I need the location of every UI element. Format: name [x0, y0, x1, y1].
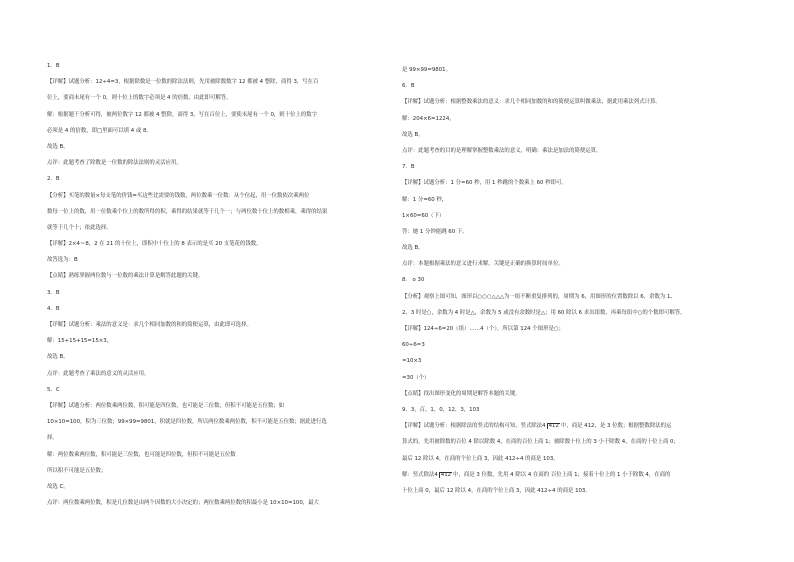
right-line-11: 故选 B。	[402, 245, 424, 252]
left-line-23: 择。	[47, 435, 58, 442]
right-line-14: 【分析】观察上图可知，图形以○○○△△△为一组不断重复排列的，周期为 6，用图形的位置数除以 6，余数为 1、	[402, 293, 676, 300]
right-line-26: 十位上商 0，最后 12 除以 4，在商的个位上商 3，因此 412÷4 的商是 103。	[402, 487, 591, 494]
left-line-25: 所以积不可能是五位数；	[47, 467, 107, 474]
left-line-9: 数每一位上的数，用一位数乘个位上的数所得的积，乘得的结果就等于几个一；与两位数十位上的数相乘，乘得的结果	[47, 208, 328, 215]
right-line-13: 8． o 30	[402, 277, 425, 284]
left-line-15: 4．B	[47, 305, 60, 312]
right-line-7: 【详解】试题分析：1 分=60 秒，用 1 秒跳的个数乘上 60 秒即可。	[402, 180, 567, 187]
right-line-23: 算式的，先用被除数的百位 4 除以除数 4，在商的百位上商 1；被除数十位上的 3 小于除数 4，在商的十位上商 0；	[402, 439, 679, 446]
left-line-2: 位上，要商末尾有一个 0，则十位上的数字必须是 4 的倍数，由此即可解答。	[47, 95, 232, 102]
left-line-3: 解：根据题干分析可得，被两位数字 12 都被 4 整除，商得 3，写在百位上，要使末尾有一个 0，则十位上的数字	[47, 111, 318, 118]
left-line-11: 【详解】2×4＝8，2 在 21 的十位上，即积中十位上的 8 表示的是买 20 支笔花的钱数。	[47, 241, 262, 248]
left-line-27: 点评：两位数乘两位数，积是几位数是由两个因数的大小决定的；两位数乘两位数的积最小是 10×10=100，最大	[47, 500, 319, 507]
right-line-6: 7．B	[402, 164, 415, 171]
right-line-8: 解：1 分=60 秒，	[402, 196, 448, 203]
right-line-1: 6．B	[402, 83, 415, 90]
right-line-20: 【点睛】找出图形变化的周期是解答本题的关键。	[402, 390, 521, 397]
left-line-1: 【详解】试题分析：12÷4=3，根据除数是一位数的除法法则，先用被除数数字 12 都被 4 整除，商得 3，写在百	[47, 79, 319, 86]
left-line-16: 【详解】试题分析：乘法的意义是：求几个相同加数的和的简便运算，由此即可选择。	[47, 322, 252, 328]
dividend: 412	[548, 423, 559, 430]
left-line-24: 解：两位数乘两位数，积可能是三位数，也可能是四位数，但积不可能是五位数	[47, 451, 236, 458]
right-line-10: 答：她 1 分钟能跳 60 下。	[402, 228, 468, 235]
division-prefix: 解：竖式除法	[402, 471, 435, 478]
right-line-16: 【详解】124÷6=20（组）……4（个），所以第 124 个图形是○；	[402, 326, 564, 332]
right-line-12: 点评：本题根据乘法的意义进行求解，关键是正确的换算时间单位。	[402, 261, 564, 268]
left-line-8: 【分析】买笔的数量×每支笔的价钱=买这些比需要的钱数，两位数乘一位数：从个位起，用一位数依次乘两位	[47, 192, 310, 199]
divisor: 4	[542, 423, 546, 430]
right-line-18: =10×3	[402, 358, 422, 365]
left-column	[47, 58, 387, 511]
right-line-4: 故选 B。	[402, 131, 424, 138]
left-line-17: 解：15+15+15=15×3，	[47, 338, 113, 345]
division-suffix: 中，商是 3 位数，先用 4 除以 4 在商的 百位上商 1；接着十位上的 1 小于除数 4，在商的	[453, 471, 671, 478]
left-line-14: 3．B	[47, 289, 60, 296]
left-line-20: 5．C	[47, 386, 60, 393]
right-line-2: 【详解】试题分析：根据整数乘法的意义：求几个相同加数的和的简便运算叫做乘法，据此用乘法列式计算。	[402, 99, 661, 106]
left-line-4: 必须是 4 的倍数，即□里面可以填 4 或 8。	[47, 127, 152, 134]
left-line-21: 【详解】试题分析：两位数乘两位数，积可能是四位数，也可能是三位数，但积不可能是五位数；如	[47, 402, 285, 409]
left-line-6: 点评：此题考查了除数是一位数的除法法则的灵活应用。	[47, 160, 182, 167]
right-line-17: 60÷6=3	[402, 342, 425, 349]
division-prefix: 【详解】试题分析：根据除法的竖式的结构可知，竖式除法	[402, 423, 543, 430]
right-column	[402, 62, 752, 499]
right-line-19: =30（个）	[402, 374, 430, 381]
right-line-9: 1×60=60（下）	[402, 212, 445, 219]
left-line-7: 2．B	[47, 176, 60, 183]
long-division-symbol	[542, 423, 561, 429]
division-suffix: 中，商是 412，是 3 位数；根据整数除法的运	[560, 423, 672, 430]
right-line-15: 2、3 时是○，余数为 4 时是△，余数为 5 或没有余数时是△；用 60 除以 6 求出组数，再乘每组中○的个数即可解答。	[402, 309, 686, 316]
right-line-5: 点评：此题考查的目的是理解掌握整数乘法的意义，明确：乘法是加法的简便运算。	[402, 147, 602, 154]
right-line-25	[402, 467, 752, 483]
left-line-26: 故选 C。	[47, 483, 69, 490]
dividend: 412	[440, 471, 452, 478]
right-line-24: 最后 12 除以 4，在商的个位上商 3，因此 412÷4 的商是 103。	[402, 455, 559, 462]
long-division-symbol	[434, 472, 453, 478]
left-line-22: 10×10=100，积为三位数；99×99=9801，积就是四位数，所以两位数乘两位数，积不可能是五位数；据此进行选	[47, 419, 327, 426]
divisor: 4	[434, 471, 438, 478]
left-line-13: 【点睛】熟练掌握两位数与一位数的乘法计算是解答此题的关键。	[47, 273, 204, 280]
right-line-0: 是 99×99=9801。	[402, 67, 451, 73]
left-line-12: 故答选为：B	[47, 257, 78, 264]
right-line-21: 9．3，百，1，0，12，3，103	[402, 406, 480, 413]
left-line-5: 故选 B。	[47, 143, 69, 150]
left-line-19: 点评：此题考查了乘法的意义的灵活应用。	[47, 370, 150, 377]
left-line-10: 就等于几个十；依此选择。	[47, 224, 112, 231]
left-line-0: 1．B	[47, 63, 60, 69]
left-line-18: 故选 B。	[47, 354, 69, 361]
right-line-22	[402, 418, 752, 434]
right-line-3: 解：204×6=1224，	[402, 115, 455, 122]
